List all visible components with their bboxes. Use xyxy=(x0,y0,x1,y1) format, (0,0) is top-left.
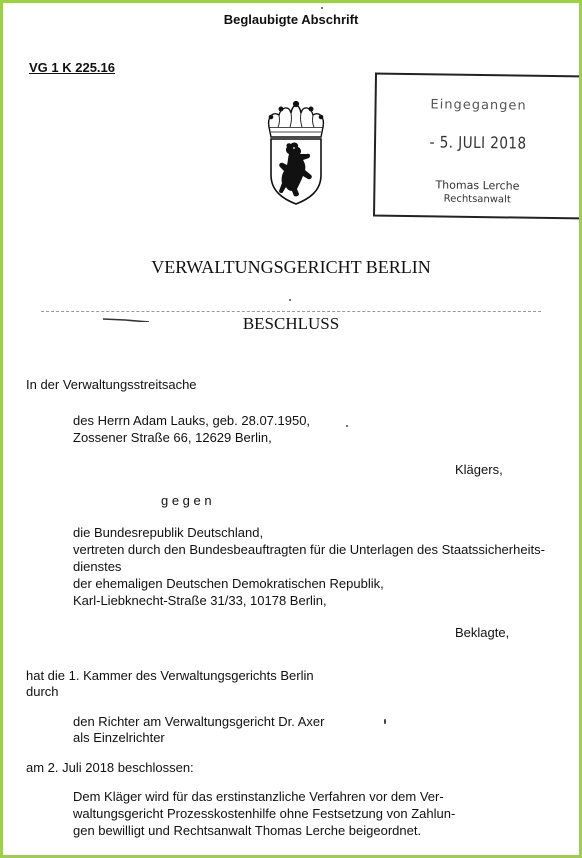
stamp-lawyer-name: Thomas Lerche xyxy=(435,178,520,193)
chamber-line-1: hat die 1. Kammer des Verwaltungsgerichts Berlin xyxy=(26,668,314,683)
scan-speck xyxy=(289,299,291,301)
defendant-line-2: vertreten durch den Bundesbeauftragten für die Unterlagen des Staatssicherheits- xyxy=(73,542,545,557)
divider-line xyxy=(41,311,541,312)
court-name: VERWALTUNGSGERICHT BERLIN xyxy=(151,257,431,277)
stamp-received-label: Eingegangen xyxy=(430,97,527,114)
defendant-line-3: dienstes xyxy=(73,559,122,574)
judge-line-1: den Richter am Verwaltungsgericht Dr. Axer xyxy=(73,714,325,729)
file-number: VG 1 K 225.16 xyxy=(29,60,115,75)
scan-speck xyxy=(321,7,323,9)
ruling-line-1: Dem Kläger wird für das erstinstanzliche Verfahren vor dem Ver- xyxy=(73,789,444,804)
defendant-role: Beklagte, xyxy=(455,625,510,640)
stamp-lawyer-title: Rechtsanwalt xyxy=(443,193,511,206)
plaintiff-address-line: Zossener Straße 66, 12629 Berlin, xyxy=(73,430,272,445)
decision-date-line: am 2. Juli 2018 beschlossen: xyxy=(26,760,194,775)
defendant-line-1: die Bundesrepublik Deutschland, xyxy=(73,525,264,540)
stamp-received-date: - 5. JULI 2018 xyxy=(429,132,527,153)
scan-speck xyxy=(346,425,348,427)
defendant-line-4: der ehemaligen Deutschen Demokratischen Republik, xyxy=(73,576,384,591)
berlin-bear-crest-icon xyxy=(261,97,331,207)
decision-heading: BESCHLUSS xyxy=(242,314,340,333)
received-stamp xyxy=(373,73,582,220)
ruling-line-3: gen bewilligt und Rechtsanwalt Thomas Lerche beigeordnet. xyxy=(73,823,422,838)
case-intro: In der Verwaltungsstreitsache xyxy=(26,377,197,392)
plaintiff-role: Klägers, xyxy=(455,462,503,477)
defendant-line-5: Karl-Liebknecht-Straße 31/33, 10178 Berlin, xyxy=(73,593,327,608)
ruling-line-2: waltungsgericht Prozesskostenhilfe ohne Festsetzung von Zahlun- xyxy=(73,806,456,821)
versus-label: g e g e n xyxy=(161,493,212,508)
certified-copy-header: Beglaubigte Abschrift xyxy=(223,12,359,27)
chamber-line-2: durch xyxy=(26,684,59,699)
plaintiff-name-line: des Herrn Adam Lauks, geb. 28.07.1950, xyxy=(73,413,311,428)
judge-line-2: als Einzelrichter xyxy=(73,730,165,745)
scan-speck xyxy=(384,719,386,724)
